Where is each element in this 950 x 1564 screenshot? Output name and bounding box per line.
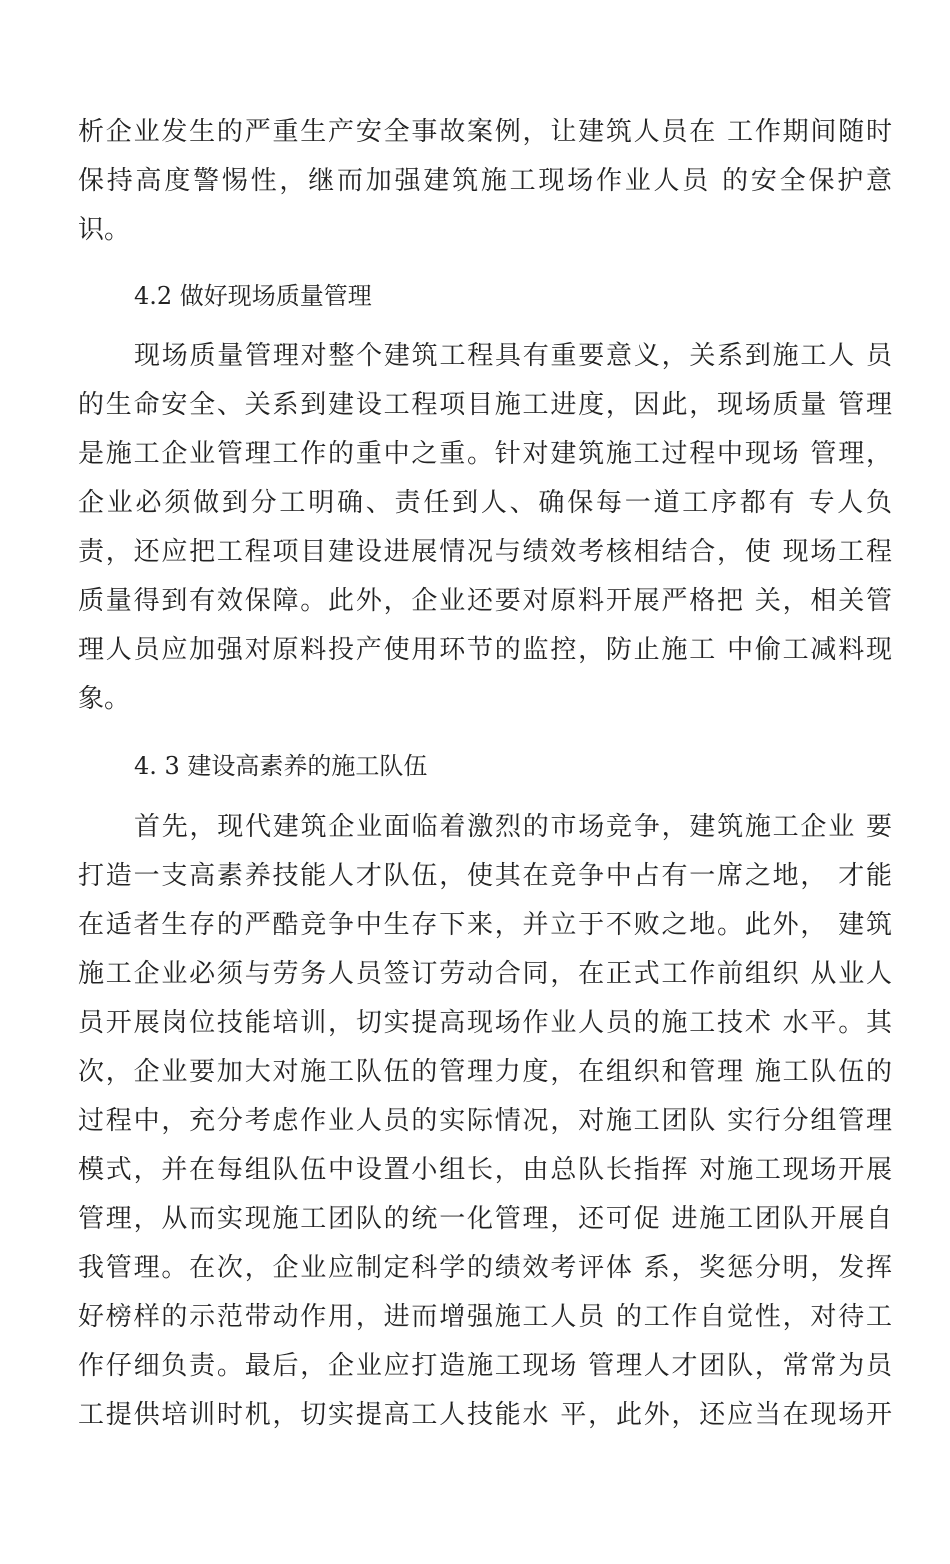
text-line: 企业必须做到分工明确、责任到人、确保每一道工序都有 专人负 — [78, 488, 892, 518]
text-line: 作仔细负责。最后，企业应打造施工现场 管理人才团队，常常为员 — [78, 1351, 892, 1381]
text-line: 保持高度警惕性，继而加强建筑施工现场作业人员 的安全保护意 — [78, 166, 892, 196]
text-line: 识。 — [78, 215, 131, 245]
text-line: 象。 — [78, 684, 131, 714]
text-line: 工提供培训时机，切实提高工人技能水 平，此外，还应当在现场开 — [78, 1400, 892, 1430]
text-line: 质量得到有效保障。此外，企业还要对原料开展严格把 关，相关管 — [78, 586, 892, 616]
text-line: 责，还应把工程项目建设进展情况与绩效考核相结合，使 现场工程 — [78, 537, 892, 567]
text-line: 析企业发生的严重生产安全事故案例，让建筑人员在 工作期间随时 — [78, 117, 892, 147]
text-line: 是施工企业管理工作的重中之重。针对建筑施工过程中现场 管理， — [78, 439, 892, 469]
text-line: 次，企业要加大对施工队伍的管理力度，在组织和管理 施工队伍的 — [78, 1057, 892, 1087]
text-line: 施工企业必须与劳务人员签订劳动合同，在正式工作前组织 从业人 — [78, 959, 892, 989]
text-line: 首先，现代建筑企业面临着激烈的市场竞争，建筑施工企业 要 — [134, 812, 892, 842]
text-line: 好榜样的示范带动作用，进而增强施工人员 的工作自觉性，对待工 — [78, 1302, 892, 1332]
text-line: 模式，并在每组队伍中设置小组长，由总队长指挥 对施工现场开展 — [78, 1155, 892, 1185]
text-line: 过程中，充分考虑作业人员的实际情况，对施工团队 实行分组管理 — [78, 1106, 892, 1136]
section-heading-4-3: 4. 3 建设高素养的施工队伍 — [134, 752, 428, 780]
text-line: 现场质量管理对整个建筑工程具有重要意义，关系到施工人 员 — [134, 341, 892, 371]
section-heading-4-2: 4.2 做好现场质量管理 — [134, 282, 372, 310]
text-line: 理人员应加强对原料投产使用环节的监控，防止施工 中偷工减料现 — [78, 635, 892, 665]
text-line: 我管理。在次，企业应制定科学的绩效考评体 系，奖惩分明，发挥 — [78, 1253, 892, 1283]
text-line: 在适者生存的严酷竞争中生存下来，并立于不败之地。此外， 建筑 — [78, 910, 892, 940]
text-line: 打造一支高素养技能人才队伍，使其在竞争中占有一席之地， 才能 — [78, 861, 892, 891]
text-line: 员开展岗位技能培训，切实提高现场作业人员的施工技术 水平。其 — [78, 1008, 892, 1038]
text-line: 的生命安全、关系到建设工程项目施工进度，因此，现场质量 管理 — [78, 390, 892, 420]
text-line: 管理，从而实现施工团队的统一化管理，还可促 进施工团队开展自 — [78, 1204, 892, 1234]
